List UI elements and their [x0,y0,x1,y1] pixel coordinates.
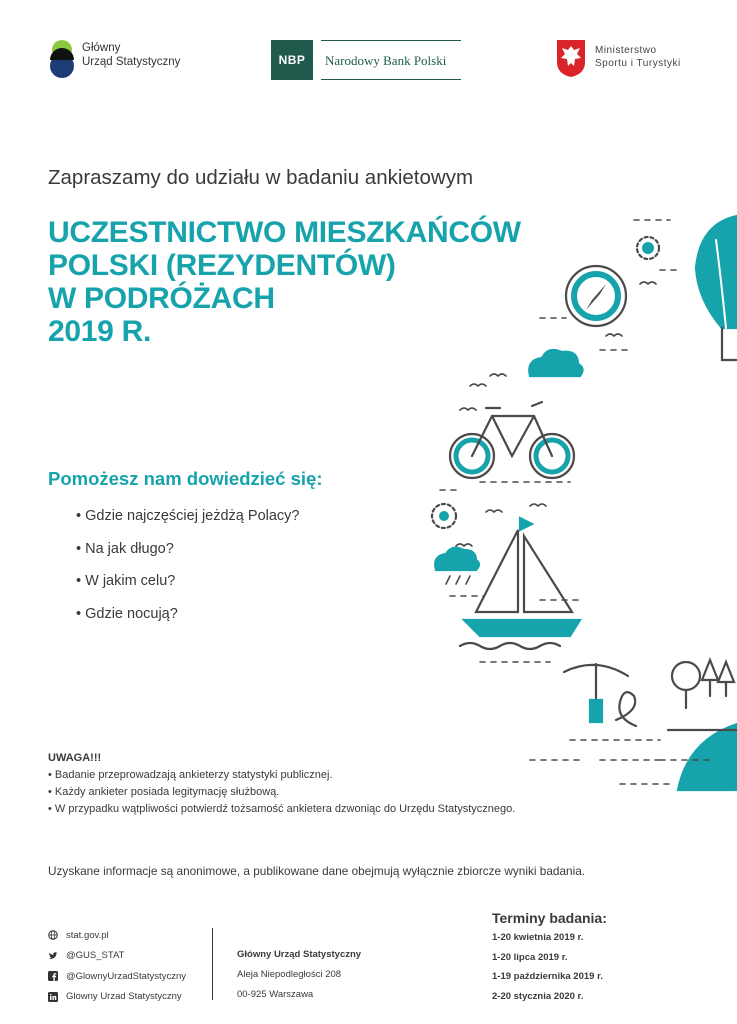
footer-divider [212,928,213,1000]
birds-icon [456,282,656,546]
questions-list [76,508,300,638]
warning-title: UWAGA!!! [48,752,102,764]
term-date: 2-20 stycznia 2020 r. [492,990,584,1002]
ministry-logo-line1: Ministerstwo [595,45,657,56]
gus-address [237,945,361,1005]
travel-illustration [420,200,737,800]
gus-logo-text [82,41,180,69]
cloud-icon [529,350,582,376]
twitter-icon [48,951,58,961]
question-item: • Gdzie najczęściej jeżdżą Polacy? [76,508,300,524]
title-line: W PODRÓŻACH [48,282,275,315]
title-line: UCZESTNICTWO MIESZKAŃCÓW [48,216,521,249]
address-city: 00-925 Warszawa [237,989,314,1000]
tree-icon [672,660,734,708]
ministry-logo-text [595,44,681,70]
bicycle-icon [450,402,574,478]
term-date: 1-20 lipca 2019 r. [492,951,568,963]
intro-text: Zapraszamy do udziału w badaniu ankietowym [48,166,474,189]
hot-air-balloon-icon [696,216,737,360]
term-date: 1-19 października 2019 r. [492,971,603,982]
title-line: POLSKI (REZYDENTÓW) [48,249,396,282]
tent-icon [668,724,737,790]
sailboat-icon [460,518,580,649]
nbp-logo [271,40,467,80]
warning-item: • Każdy ankieter posiada legitymację służbową. [48,786,280,798]
contact-facebook-text: @GlownyUrzadStatystyczny [66,970,186,982]
anonymity-note: Uzyskane informacje są anonimowe, a publikowane dane obejmują wyłącznie zbiorcze wyniki badania. [48,864,586,878]
question-item: • Gdzie nocują? [76,605,178,622]
contact-website[interactable] [48,925,186,946]
gus-logo [48,38,198,82]
contact-website-text: stat.gov.pl [66,929,109,941]
question-item: • W jakim celu? [76,573,176,589]
target-circle-icon [637,237,659,259]
gus-circle-icon [48,38,76,82]
survey-terms [492,910,607,1010]
terms-title: Terminy badania: [492,910,607,926]
pickaxe-icon [564,664,636,726]
ministry-logo [555,38,705,80]
question-item: • Na jak długo? [76,540,174,557]
address-name: Główny Urząd Statystyczny [237,949,362,960]
target-circle-icon [432,504,456,528]
warning-item: • Badanie przeprowadzają ankieterzy statystyki publicznej. [48,769,333,781]
warning-item: • W przypadku wątpliwości potwierdź tożsamość ankietera dzwoniąc do Urzędu Statystycznego. [48,803,516,815]
linkedin-icon [48,992,58,1002]
gus-logo-line2: Urząd Statystyczny [82,56,181,68]
term-date: 1-20 kwietnia 2019 r. [492,932,584,943]
facebook-icon [48,971,58,981]
nbp-logo-name: Narodowy Bank Polski [321,40,461,80]
contact-facebook[interactable] [48,966,186,987]
contact-linkedin[interactable] [48,987,186,1008]
eagle-emblem-icon [555,38,587,78]
compass-icon [566,266,626,326]
gus-logo-line1: Główny [82,42,121,54]
contacts-list [48,925,186,1007]
title-line: 2019 R. [48,315,151,348]
ministry-logo-line2: Sportu i Turystyki [595,58,681,69]
contact-twitter[interactable] [48,946,186,967]
contact-linkedin-text: Glowny Urzad Statystyczny [66,991,182,1003]
contact-twitter-text: @GUS_STAT [66,950,125,962]
nbp-logo-box: NBP [271,40,313,80]
address-street: Aleja Niepodległości 208 [237,969,342,980]
rain-cloud-icon [435,548,479,584]
help-heading: Pomożesz nam dowiedzieć się: [48,468,323,489]
globe-icon [48,930,58,940]
